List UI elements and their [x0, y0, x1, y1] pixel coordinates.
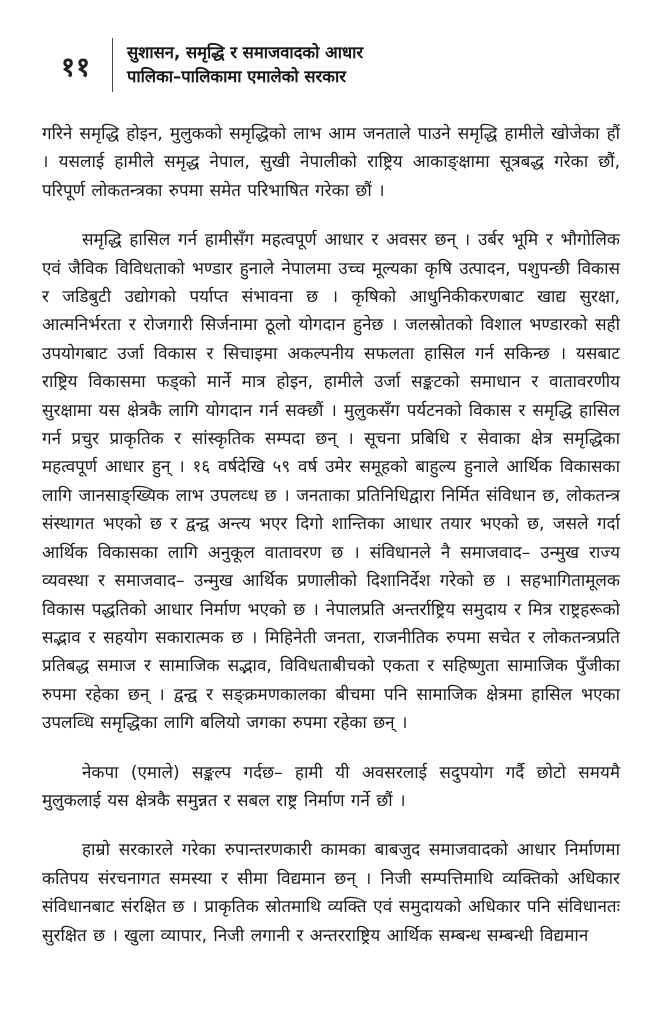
- paragraph-3: नेकपा (एमाले) सङ्कल्प गर्दछ– हामी यी अवसरलाई सदुपयोग गर्दै छोटो समयमै मुलुकलाई यस क्षेत्रकै समुन्नत र सबल राष्ट्र निर्माण गर्ने छौं ।: [42, 762, 620, 811]
- header-title-line-2: पालिका–पालिकामा एमालेको सरकार: [127, 67, 346, 86]
- paragraph-2: समृद्धि हासिल गर्न हामीसँग महत्वपूर्ण आधार र अवसर छन् । उर्बर भूमि र भौगोलिक एवं जैविक विविधताको भण्डार हुनाले नेपालमा उच्च मूल्यका कृषि उत्पादन, पशुपन्छी विकास र जडिबुटी उद्योगको पर्याप्त संभावना छ । कृषिको आधुनिकीकरणबाट खाद्य सुरक्षा, आत्मनिर्भरता र रोजगारी सिर्जनामा ठूलो योगदान हुनेछ । जलस्रोतको विशाल भण्डारको सही उपयोगबाट उर्जा विकास र सिचाइमा अकल्पनीय सफलता हासिल गर्न सकिन्छ । यसबाट राष्ट्रिय विकासमा फड्को मार्ने मात्र होइन, हामीले उर्जा सङ्कटको समाधान र वातावरणीय सुरक्षामा यस क्षेत्रकै लागि योगदान गर्न सक्छौं । मुलुकसँग पर्यटनको विकास र समृद्धि हासिल गर्न प्रचुर प्राकृतिक र सांस्कृतिक सम्पदा छन् । सूचना प्रबिधि र सेवाका क्षेत्र समृद्धिका महत्वपूर्ण आधार हुन् । १६ वर्षदेखि ५९ वर्ष उमेर समूहको बाहुल्य हुनाले आर्थिक विकासका लागि जानसाङ्ख्यिक लाभ उपलव्ध छ । जनताका प्रतिनिधिद्वारा निर्मित संविधान छ, लोकतन्त्र संस्थागत भएको छ र द्वन्द्व अन्त्य भएर दिगो शान्तिका आधार तयार भएको छ, जसले गर्दा आर्थिक विकासका लागि अनुकूल वातावरण छ । संविधानले नै समाजवाद– उन्मुख राज्य व्यवस्था र समाजवाद– उन्मुख आर्थिक प्रणालीको दिशानिर्देश गरेको छ । सहभागितामूलक विकास पद्धतिको आधार निर्माण भएको छ । नेपालप्रति अन्तर्राष्ट्रिय समुदाय र मित्र राष्ट्रहरूको सद्भाव र सहयोग सकारात्मक छ । मिहिनेती जनता, राजनीतिक रुपमा सचेत र लोकतन्त्रप्रति प्रतिबद्ध समाज र सामाजिक सद्भाव, विविधताबीचको एकता र सहिष्णुता सामाजिक पुँजीका रुपमा रहेका छन् । द्वन्द्व र सङ्क्रमणकालका बीचमा पनि सामाजिक क्षेत्रमा हासिल भएका उपलव्धि समृद्धिका लागि बलियो जगका रुपमा रहेका छन् ।: [42, 230, 620, 734]
- header-title-line-1: सुशासन, समृद्धि र समाजवादको आधार: [127, 43, 364, 62]
- page-content: [42, 120, 620, 950]
- paragraph-1: गरिने समृद्धि होइन, मुलुकको समृद्धिको लाभ आम जनताले पाउने समृद्धि हामीले खोजेका हौं । यसलाई हामीले समृद्ध नेपाल, सुखी नेपालीको राष्ट्रिय आकाङ्क्षामा सूत्रबद्ध गरेका छौं, परिपूर्ण लोकतन्त्रका रुपमा समेत परिभाषित गरेका छौं ।: [42, 124, 620, 201]
- paragraph-4: हाम्रो सरकारले गरेका रुपान्तरणकारी कामका बाबजुद समाजवादको आधार निर्माणमा कतिपय संरचनागत समस्या र सीमा विद्यमान छन् । निजी सम्पत्तिमाथि व्यक्तिको अधिकार संविधानबाट संरक्षित छ । प्राकृतिक स्रोतमाथि व्यक्ति एवं समुदायको अधिकार पनि संविधानतः सुरक्षित छ । खुला व्यापार, निजी लगानी र अन्तरराष्ट्रिय आर्थिक सम्बन्ध सम्बन्धी विद्यमान: [42, 840, 620, 946]
- page-header: [42, 36, 620, 94]
- page-number: ११: [60, 51, 92, 83]
- header-title-block: [127, 41, 363, 89]
- header-divider: [112, 38, 113, 92]
